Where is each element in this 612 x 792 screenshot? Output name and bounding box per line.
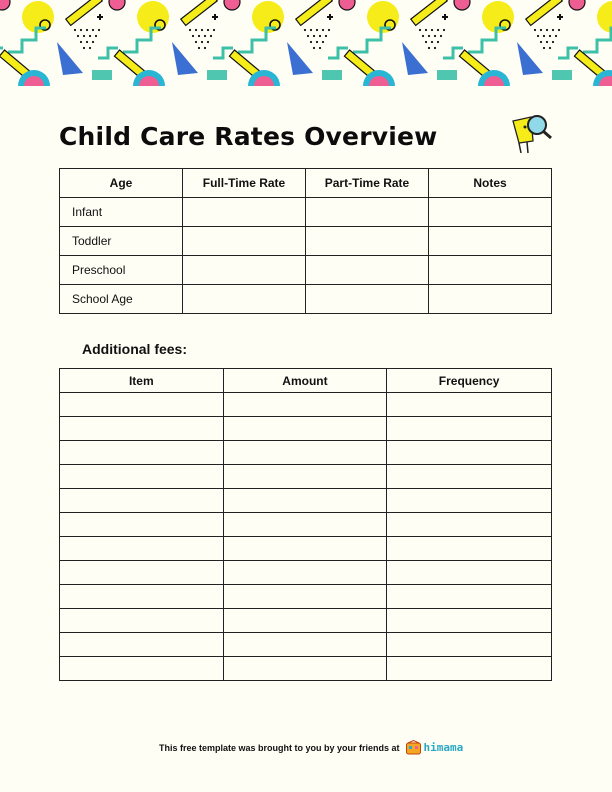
notes-cell[interactable] <box>429 285 552 314</box>
col-header-frequency: Frequency <box>387 369 552 393</box>
table-row <box>60 465 552 489</box>
rates-header-row <box>60 169 552 198</box>
item-cell[interactable] <box>60 465 224 489</box>
part-time-rate-cell[interactable] <box>306 198 429 227</box>
amount-cell[interactable] <box>223 489 387 513</box>
amount-cell[interactable] <box>223 441 387 465</box>
decorative-banner <box>0 0 612 86</box>
notes-cell[interactable] <box>429 227 552 256</box>
table-row <box>60 657 552 681</box>
part-time-rate-cell[interactable] <box>306 285 429 314</box>
frequency-cell[interactable] <box>387 489 552 513</box>
amount-cell[interactable] <box>223 585 387 609</box>
part-time-rate-cell[interactable] <box>306 256 429 285</box>
item-cell[interactable] <box>60 417 224 441</box>
notes-cell[interactable] <box>429 198 552 227</box>
amount-cell[interactable] <box>223 393 387 417</box>
table-row <box>60 537 552 561</box>
table-row <box>60 561 552 585</box>
table-row <box>60 585 552 609</box>
item-cell[interactable] <box>60 537 224 561</box>
table-row <box>60 441 552 465</box>
page-title: Child Care Rates Overview <box>59 122 438 151</box>
table-row <box>60 417 552 441</box>
age-cell: Toddler <box>60 227 183 256</box>
amount-cell[interactable] <box>223 537 387 561</box>
himama-logo-icon <box>406 740 421 755</box>
full-time-rate-cell[interactable] <box>183 256 306 285</box>
table-row <box>60 609 552 633</box>
table-row <box>60 489 552 513</box>
age-cell: Infant <box>60 198 183 227</box>
item-cell[interactable] <box>60 657 224 681</box>
notes-cell[interactable] <box>429 256 552 285</box>
col-header-amount: Amount <box>223 369 387 393</box>
frequency-cell[interactable] <box>387 585 552 609</box>
table-row <box>60 393 552 417</box>
frequency-cell[interactable] <box>387 417 552 441</box>
full-time-rate-cell[interactable] <box>183 285 306 314</box>
himama-logo[interactable] <box>406 740 464 755</box>
magnifier-mascot-icon <box>507 111 555 162</box>
item-cell[interactable] <box>60 489 224 513</box>
frequency-cell[interactable] <box>387 537 552 561</box>
amount-cell[interactable] <box>223 465 387 489</box>
item-cell[interactable] <box>60 609 224 633</box>
frequency-cell[interactable] <box>387 633 552 657</box>
rates-table <box>59 168 552 314</box>
amount-cell[interactable] <box>223 417 387 441</box>
frequency-cell[interactable] <box>387 441 552 465</box>
item-cell[interactable] <box>60 633 224 657</box>
table-row <box>60 285 552 314</box>
footer <box>159 740 463 755</box>
footer-text: This free template was brought to you by your friends at <box>159 742 400 753</box>
full-time-rate-cell[interactable] <box>183 227 306 256</box>
item-cell[interactable] <box>60 441 224 465</box>
frequency-cell[interactable] <box>387 609 552 633</box>
frequency-cell[interactable] <box>387 657 552 681</box>
table-row <box>60 198 552 227</box>
col-header-age: Age <box>60 169 183 198</box>
frequency-cell[interactable] <box>387 513 552 537</box>
amount-cell[interactable] <box>223 609 387 633</box>
table-row <box>60 256 552 285</box>
amount-cell[interactable] <box>223 633 387 657</box>
age-cell: School Age <box>60 285 183 314</box>
part-time-rate-cell[interactable] <box>306 227 429 256</box>
amount-cell[interactable] <box>223 657 387 681</box>
frequency-cell[interactable] <box>387 393 552 417</box>
item-cell[interactable] <box>60 393 224 417</box>
frequency-cell[interactable] <box>387 465 552 489</box>
amount-cell[interactable] <box>223 513 387 537</box>
amount-cell[interactable] <box>223 561 387 585</box>
table-row <box>60 227 552 256</box>
frequency-cell[interactable] <box>387 561 552 585</box>
additional-fees-label: Additional fees: <box>82 341 188 357</box>
table-row <box>60 513 552 537</box>
fees-table <box>59 368 552 681</box>
item-cell[interactable] <box>60 513 224 537</box>
item-cell[interactable] <box>60 561 224 585</box>
full-time-rate-cell[interactable] <box>183 198 306 227</box>
item-cell[interactable] <box>60 585 224 609</box>
col-header-notes: Notes <box>429 169 552 198</box>
col-header-item: Item <box>60 369 224 393</box>
fees-header-row <box>60 369 552 393</box>
col-header-part-time-rate: Part-Time Rate <box>306 169 429 198</box>
col-header-full-time-rate: Full-Time Rate <box>183 169 306 198</box>
table-row <box>60 633 552 657</box>
age-cell: Preschool <box>60 256 183 285</box>
himama-logo-text: himama <box>423 741 464 754</box>
